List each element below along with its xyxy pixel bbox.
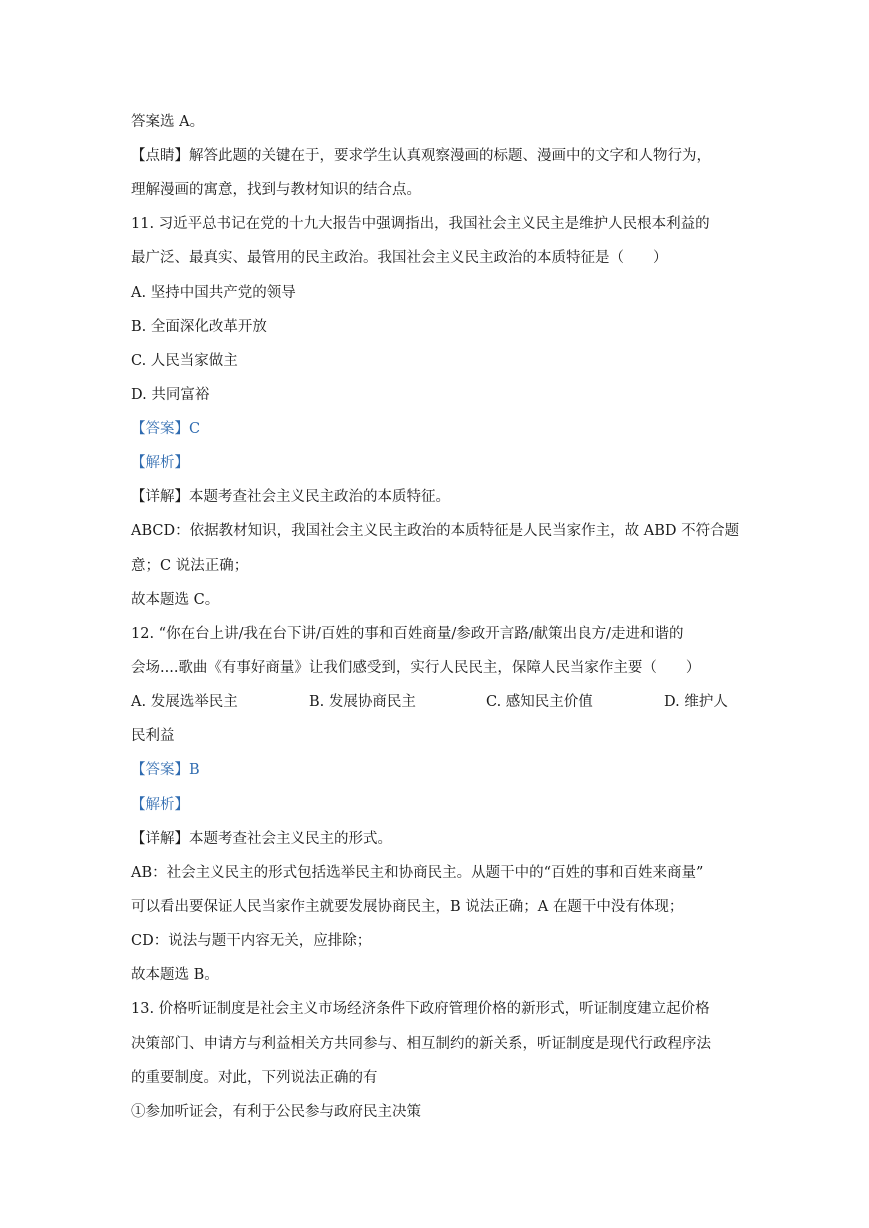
q12-conclusion: 故本题选 B。 bbox=[131, 967, 219, 983]
q11-stem-line-2: 最广泛、最真实、最管用的民主政治。我国社会主义民主政治的本质特征是（ ） bbox=[131, 250, 668, 266]
q12-option-a: A. 发展选举民主 bbox=[131, 694, 238, 710]
q12-option-c: C. 感知民主价值 bbox=[486, 694, 593, 710]
q12-detail-line-4: CD：说法与题干内容无关，应排除； bbox=[131, 933, 372, 949]
answer-line-10: 答案选 A。 bbox=[131, 114, 205, 130]
q13-statement-1: ①参加听证会，有利于公民参与政府民主决策 bbox=[131, 1104, 421, 1120]
q11-detail-line-1: 【详解】本题考查社会主义民主政治的本质特征。 bbox=[131, 489, 450, 505]
tip-line-2: 理解漫画的寓意，找到与教材知识的结合点。 bbox=[131, 182, 421, 198]
q11-option-d: D. 共同富裕 bbox=[131, 387, 210, 403]
q13-stem-line-3: 的重要制度。对此，下列说法正确的有 bbox=[131, 1070, 378, 1086]
q11-answer: 【答案】C bbox=[131, 421, 201, 437]
tip-line-1: 【点睛】解答此题的关键在于，要求学生认真观察漫画的标题、漫画中的文字和人物行为， bbox=[131, 148, 711, 164]
q12-detail-line-3: 可以看出要保证人民当家作主就要发展协商民主，B 说法正确；A 在题干中没有体现； bbox=[131, 899, 684, 915]
q12-option-b: B. 发展协商民主 bbox=[309, 694, 416, 710]
q12-answer: 【答案】B bbox=[131, 762, 200, 778]
q11-conclusion: 故本题选 C。 bbox=[131, 592, 220, 608]
q11-detail-line-2: ABCD：依据教材知识，我国社会主义民主政治的本质特征是人民当家作主，故 ABD 不符合题 bbox=[131, 523, 740, 539]
q12-stem-line-1: 12. “你在台上讲/我在台下讲/百姓的事和百姓商量/参政开言路/献策出良方/走进和谐的 bbox=[131, 626, 684, 642]
q11-option-a: A. 坚持中国共产党的领导 bbox=[131, 285, 296, 301]
q11-stem-line-1: 11. 习近平总书记在党的十九大报告中强调指出，我国社会主义民主是维护人民根本利益的 bbox=[131, 216, 710, 232]
q12-detail-line-2: AB：社会主义民主的形式包括选举民主和协商民主。从题干中的“百姓的事和百姓来商量” bbox=[131, 865, 704, 881]
q12-detail-line-1: 【详解】本题考查社会主义民主的形式。 bbox=[131, 831, 392, 847]
q11-option-b: B. 全面深化改革开放 bbox=[131, 319, 267, 335]
q13-stem-line-2: 决策部门、申请方与利益相关方共同参与、相互制约的新关系，听证制度是现代行政程序法 bbox=[131, 1036, 711, 1052]
q12-analysis-heading: 【解析】 bbox=[131, 797, 189, 813]
q11-detail-line-3: 意；C 说法正确； bbox=[131, 558, 249, 574]
q12-option-d: D. 维护人 bbox=[664, 694, 728, 710]
q11-option-c: C. 人民当家做主 bbox=[131, 353, 238, 369]
q12-stem-line-2: 会场....歌曲《有事好商量》让我们感受到，实行人民民主，保障人民当家作主要（ ） bbox=[131, 660, 701, 676]
q12-option-d-continued: 民利益 bbox=[131, 728, 175, 744]
q11-analysis-heading: 【解析】 bbox=[131, 455, 189, 471]
q13-stem-line-1: 13. 价格听证制度是社会主义市场经济条件下政府管理价格的新形式，听证制度建立起价格 bbox=[131, 1001, 710, 1017]
